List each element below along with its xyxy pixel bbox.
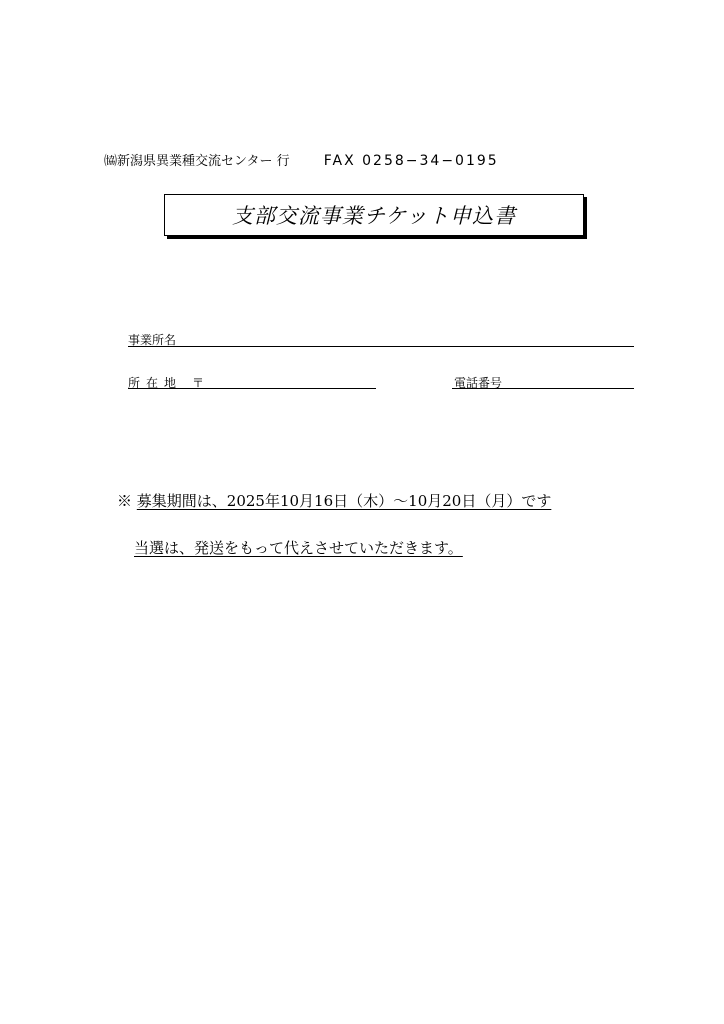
phone-field[interactable]	[452, 388, 634, 389]
form-title-box	[164, 194, 584, 236]
form-title: 支部交流事業チケット申込書	[231, 204, 517, 228]
phone-label: 電話番号	[454, 376, 503, 390]
office-name-label: 事業所名	[128, 333, 177, 347]
address-phone-row	[128, 374, 634, 389]
postal-mark: 〒	[192, 376, 205, 390]
header-line	[104, 150, 499, 169]
application-period-notice	[117, 490, 551, 511]
application-period-text: 募集期間は、2025年10月16日（木）〜10月20日（月）です	[136, 492, 552, 510]
office-name-field[interactable]	[128, 331, 634, 347]
address-label: 所在地	[128, 376, 183, 390]
addressee-text: ㈿新潟県異業種交流センター 行	[104, 154, 290, 169]
address-field[interactable]	[128, 388, 376, 389]
notice-mark: ※	[117, 492, 133, 510]
fax-number: FAX 0258−34−0195	[323, 153, 499, 169]
selection-notice: 当選は、発送をもって代えさせていただきます。	[134, 539, 463, 557]
